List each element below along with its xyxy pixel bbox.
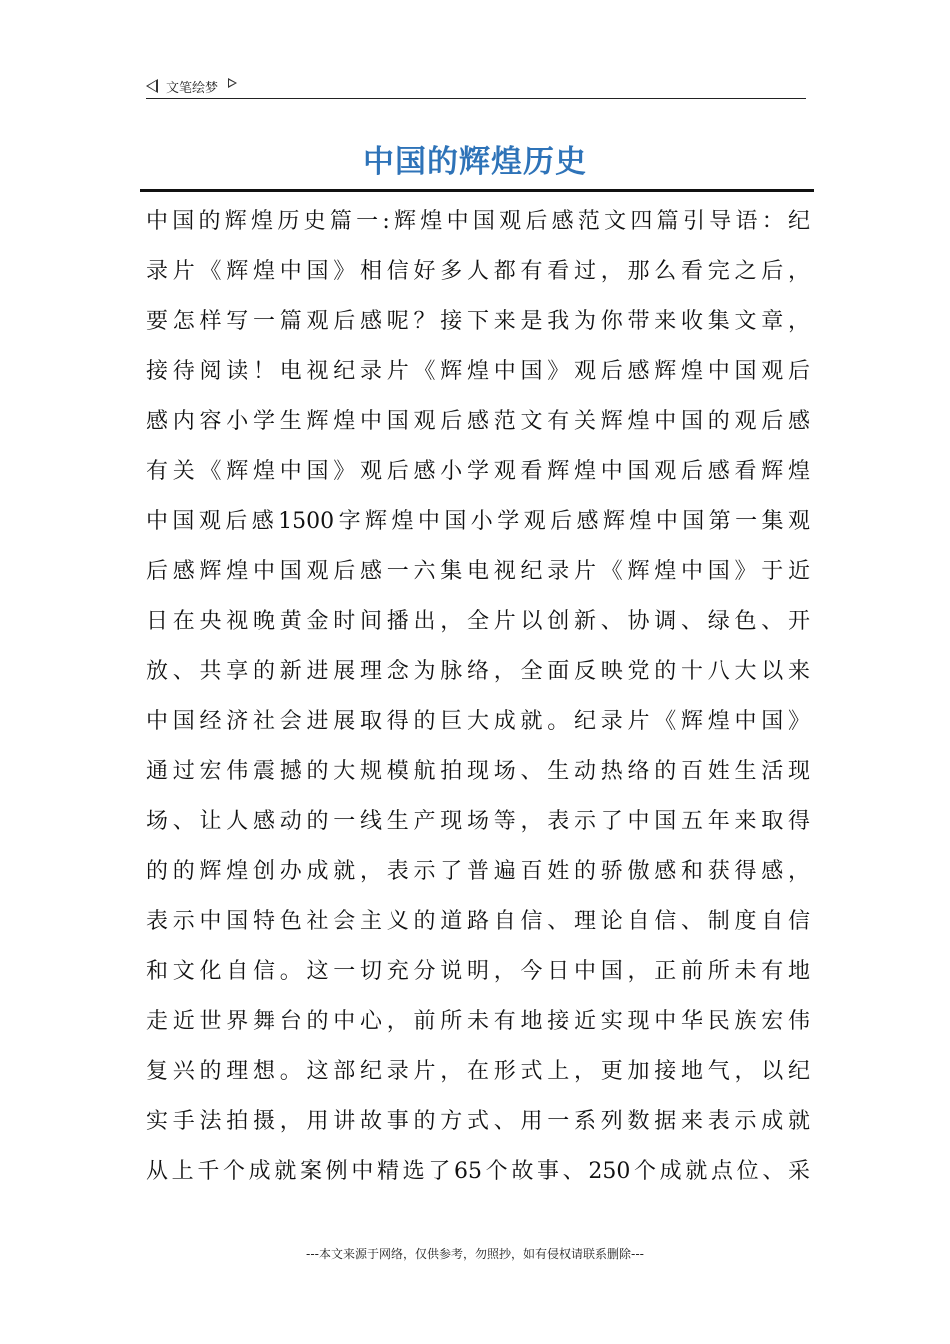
triangle-right-icon [228,78,237,88]
document-body [146,197,810,1197]
document-title: 中国的辉煌历史 [363,144,587,180]
body-line: 中国的辉煌历史篇一:辉煌中国观后感范文四篇引导语：纪 [146,209,810,234]
header-divider [146,98,806,99]
title-divider [140,189,814,192]
body-line: 从上千个成就案例中精选了65个故事、250个成就点位、采 [146,1159,810,1184]
body-line: 通过宏伟震撼的大规模航拍现场、生动热络的百姓生活现 [146,759,810,784]
body-line: 日在央视晚黄金时间播出，全片以创新、协调、绿色、开 [146,609,810,634]
body-line: 走近世界舞台的中心，前所未有地接近实现中华民族宏伟 [146,1009,810,1034]
body-line: 有关《辉煌中国》观后感小学观看辉煌中国观后感看辉煌 [146,459,810,484]
body-line: 要怎样写一篇观后感呢？接下来是我为你带来收集文章， [146,309,810,334]
body-line: 中国经济社会进展取得的巨大成就。纪录片《辉煌中国》 [146,709,810,734]
body-line: 表示中国特色社会主义的道路自信、理论自信、制度自信 [146,909,810,934]
header-brand: 文笔绘梦 [166,80,219,96]
body-line: 中国观后感1500字辉煌中国小学观后感辉煌中国第一集观 [146,509,810,534]
body-line: 后感辉煌中国观后感一六集电视纪录片《辉煌中国》于近 [146,559,810,584]
body-line: 实手法拍摄，用讲故事的方式、用一系列数据来表示成就 [146,1109,810,1134]
body-line: 录片《辉煌中国》相信好多人都有看过，那么看完之后， [146,259,810,284]
body-line: 场、让人感动的一线生产现场等，表示了中国五年来取得 [146,809,810,834]
page-header [146,74,806,98]
footer-disclaimer: ---本文来源于网络，仅供参考，勿照抄，如有侵权请联系删除--- [306,1247,644,1261]
body-line: 接待阅读！电视纪录片《辉煌中国》观后感辉煌中国观后 [146,359,810,384]
body-line: 感内容小学生辉煌中国观后感范文有关辉煌中国的观后感 [146,409,810,434]
triangle-left-icon [146,79,158,93]
body-line: 的的辉煌创办成就，表示了普遍百姓的骄傲感和获得感， [146,859,810,884]
body-line: 放、共享的新进展理念为脉络，全面反映党的十八大以来 [146,659,810,684]
body-line: 复兴的理想。这部纪录片，在形式上，更加接地气，以纪 [146,1059,810,1084]
body-line: 和文化自信。这一切充分说明，今日中国，正前所未有地 [146,959,810,984]
